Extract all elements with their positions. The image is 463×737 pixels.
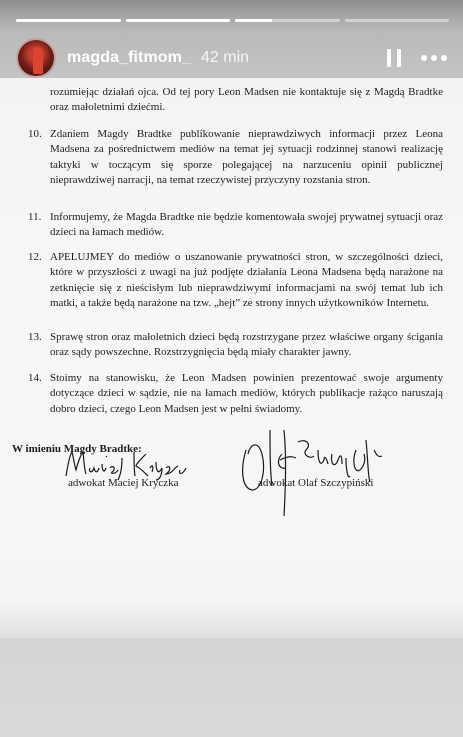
paragraph-text: Sprawę stron oraz małoletnich dzieci będą rozstrzygane przez właściwe organy ścigania oraz sądy powszechne. Rozstrzygnięcia będą miały charakter jawny. <box>50 331 443 359</box>
paragraph-number: 10. <box>28 128 42 140</box>
paragraph-text: APELUJMEY do mediów o uszanowanie prywatności stron, w szczególności dzieci, które w przyszłości z uwagi na już podjęte działania Leona Madsena będą narażone na zetknięcie się z nieścisłym lub nieprawdziwymi informacjami na swój temat lub ich matki, a także będą narażone na tzw. „hejt” ze strony innych użytkowników Internetu. <box>50 251 443 310</box>
signature-olaf-szczypinski <box>236 420 396 518</box>
signed-for-label: W imieniu Magdy Bradtke: <box>12 443 142 455</box>
story-bottom-shade <box>0 600 463 737</box>
pause-icon[interactable] <box>387 49 401 67</box>
more-options-icon[interactable] <box>421 55 447 61</box>
progress-segment <box>235 19 340 22</box>
paragraph-text: Informujemy, że Magda Bradtke nie będzie komentowała swojej prywatnej sytuacji oraz dzieci na łamach mediów. <box>50 211 443 239</box>
paragraph-11 <box>28 210 443 241</box>
story-header <box>16 38 447 78</box>
document-photo <box>0 78 463 638</box>
signature-caption: adwokat Olaf Szczypiński <box>258 477 374 489</box>
paragraph-number: 11. <box>28 211 42 223</box>
story-progress-bar <box>16 19 449 22</box>
progress-segment <box>345 19 450 22</box>
paragraph-text: Zdaniem Magdy Bradtke publikowanie nieprawdziwych informacji przez Leona Madsena za pośrednictwem mediów na temat jej sytuacji rodzinnej stanowi realizację taktyki w toczącym się sporze polegającej na narzuceniu opinii publicznej nieprawdziwej narracji, na temat rzeczywistej przyczyny rozstania stron. <box>50 128 443 187</box>
post-time: 42 min <box>201 49 250 66</box>
paragraph-number: 12. <box>28 251 42 263</box>
paragraph-14 <box>28 371 443 417</box>
paragraph-12 <box>28 250 443 312</box>
paragraph-number: 14. <box>28 372 42 384</box>
paragraph-10 <box>28 127 443 189</box>
paragraph-text: rozumiejąc działań ojca. Od tej pory Leon Madsen nie kontaktuje się z Magdą Bradtke oraz małoletnimi dziećmi. <box>50 86 443 114</box>
progress-segment <box>126 19 231 22</box>
paragraph-text: Stoimy na stanowisku, że Leon Madsen powinien prezentować swoje argumenty dotyczące dzieci w sądzie, nie na łamach mediów, których publikacje rażąco naruszają dobro dzieci, czego Leon Madsen jest w pełni świadomy. <box>50 372 443 415</box>
avatar[interactable] <box>16 38 56 78</box>
signature-caption: adwokat Maciej Kryczka <box>68 477 179 489</box>
paragraph-continued <box>28 85 443 116</box>
paragraph-number: 13. <box>28 331 42 343</box>
paragraph-13 <box>28 330 443 361</box>
username[interactable]: magda_fitmom_ <box>67 49 191 66</box>
progress-segment <box>16 19 121 22</box>
